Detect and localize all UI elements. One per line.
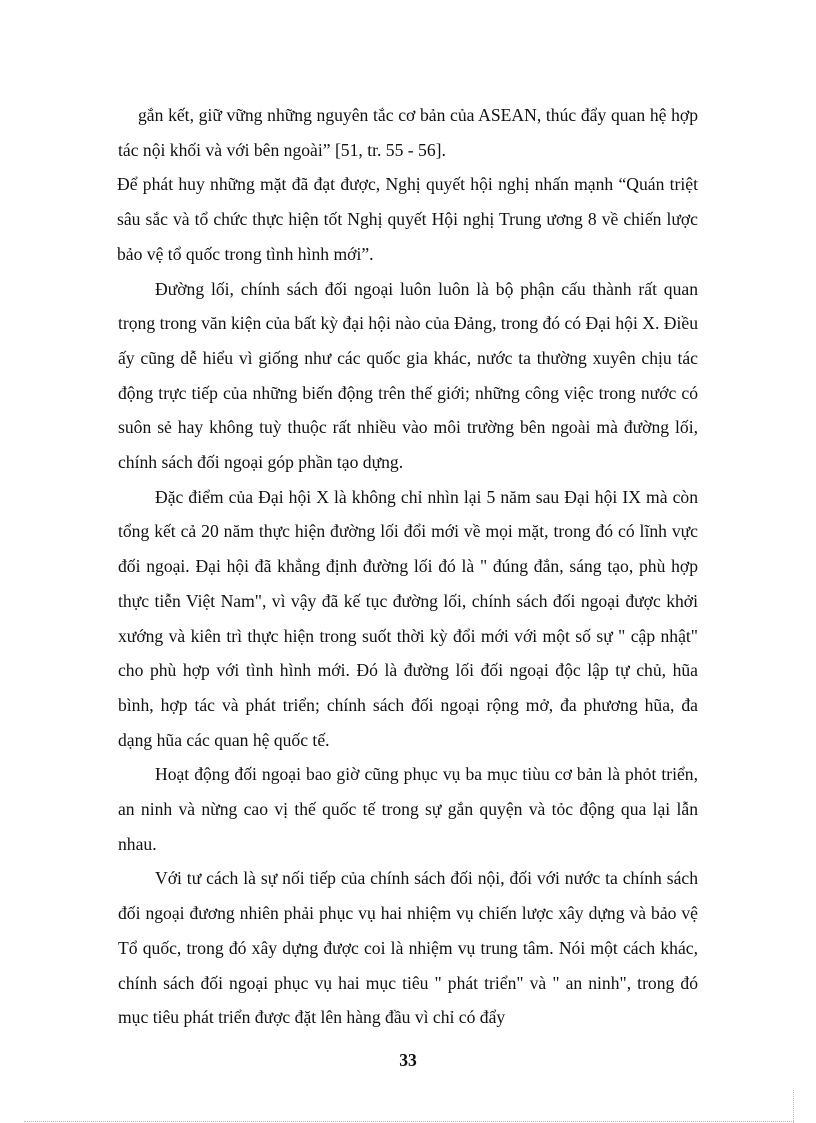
page-number: 33 xyxy=(399,1050,417,1070)
body-text xyxy=(118,98,698,1035)
corner-divider xyxy=(793,1090,794,1123)
paragraph-quote-continuation: gắn kết, giữ vững những nguyên tắc cơ bản của ASEAN, thúc đẩy quan hệ hợp tác nội khối và với bên ngoài” [51, tr. 55 - 56]. xyxy=(118,105,698,160)
paragraph-activities: Hoạt động đối ngoại bao giờ cũng phục vụ ba mục tiùu cơ bản là phỏt triển, an ninh và nừng cao vị thế quốc tế trong sự gắn quyện và tỏc động qua lại lẫn nhau. xyxy=(118,764,698,854)
paragraph-foreign-policy: Đường lối, chính sách đối ngoại luôn luôn là bộ phận cấu thành rất quan trọng trong văn kiện của bất kỳ đại hội nào của Đảng, trong đó có Đại hội X. Điều ấy cũng dễ hiểu vì giống như các quốc gia khác, nước ta thường xuyên chịu tác động trực tiếp của những biến động trên thế giới; những công việc trong nước có suôn sẻ hay không tuỳ thuộc rất nhiều vào môi trường bên ngoài mà đường lối, chính sách đối ngoại góp phần tạo dựng. xyxy=(118,278,698,473)
paragraph-objectives: Với tư cách là sự nối tiếp của chính sách đối nội, đối với nước ta chính sách đối ngoại đương nhiên phải phục vụ hai nhiệm vụ chiến lược xây dựng và bảo vệ Tổ quốc, trong đó xây dựng được coi là nhiệm vụ trung tâm. Nói một cách khác, chính sách đối ngoại phục vụ hai mục tiêu " phát triển" và " an ninh", trong đó mục tiêu phát triển được đặt lên hàng đầu vì chỉ có đẩy xyxy=(118,868,698,1028)
paragraph-resolution: Để phát huy những mặt đã đạt được, Nghị quyết hội nghị nhấn mạnh “Quán triệt sâu sắc và tổ chức thực hiện tốt Nghị quyết Hội nghị Trung ương 8 về chiến lược bảo vệ tổ quốc trong tình hình mới”. xyxy=(117,174,698,264)
paragraph-congress-x: Đặc điểm của Đại hội X là không chỉ nhìn lại 5 năm sau Đại hội IX mà còn tổng kết cả 20 năm thực hiện đường lối đổi mới về mọi mặt, trong đó có lĩnh vực đối ngoại. Đại hội đã khẳng định đường lối đó là " đúng đắn, sáng tạo, phù hợp thực tiễn Việt Nam", vì vậy đã kế tục đường lối, chính sách đối ngoại được khởi xướng và kiên trì thực hiện trong suốt thời kỳ đổi mới với một số sự " cập nhật" cho phù hợp với tình hình mới. Đó là đường lối đối ngoại độc lập tự chủ, hũa bình, hợp tác và phát triển; chính sách đối ngoại rộng mở, đa phương hũa, đa dạng hũa các quan hệ quốc tế. xyxy=(118,486,698,750)
bottom-divider xyxy=(24,1121,794,1122)
